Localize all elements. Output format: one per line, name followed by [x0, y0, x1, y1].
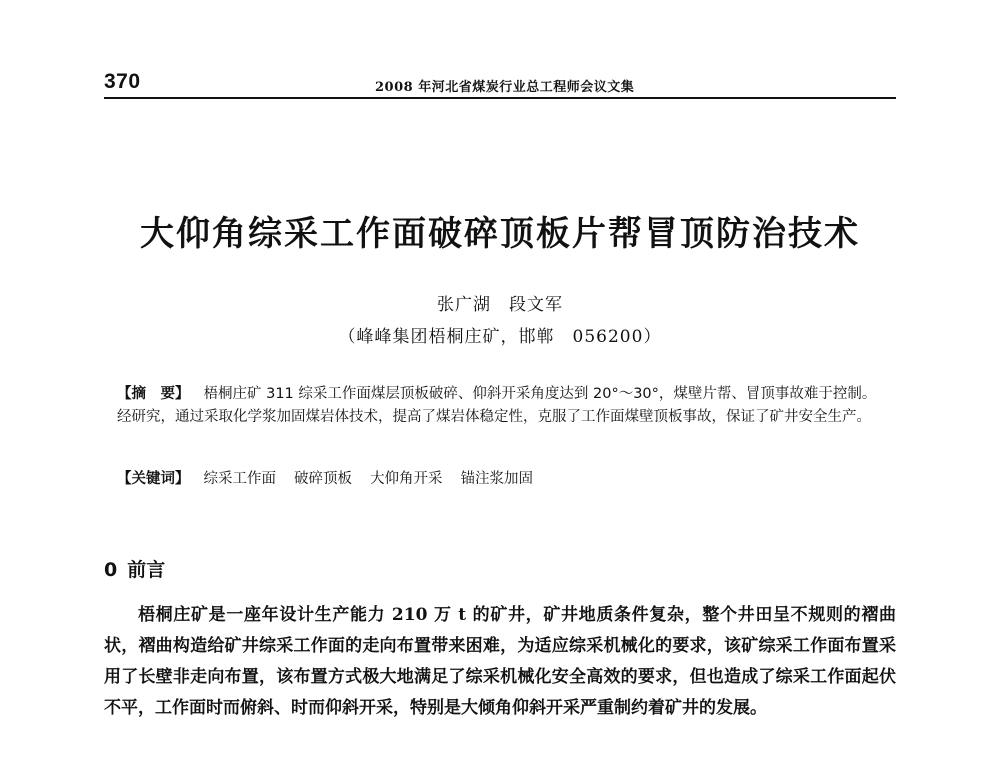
section-heading	[104, 555, 165, 582]
section-paragraph: 梧桐庄矿是一座年设计生产能力 210 万 t 的矿井，矿井地质条件复杂，整个井田呈不规则的褶曲状，褶曲构造给矿井综采工作面的走向布置带来困难，为适应综采机械化的要求，该矿综采工作面布置采用了长壁非走向布置，该布置方式极大地满足了综采机械化安全高效的要求，但也造成了综采工作面起伏不平，工作面时而俯斜、时而仰斜开采，特别是大倾角仰斜开采严重制约着矿井的发展。	[104, 605, 896, 718]
keywords	[117, 468, 877, 491]
article-title: 大仰角综采工作面破碎顶板片帮冒顶防治技术	[140, 214, 860, 254]
section-number: 0	[104, 559, 118, 581]
keyword: 锚注浆加固	[460, 471, 533, 487]
page-number: 370	[104, 70, 141, 93]
keyword: 大仰角开采	[370, 471, 443, 487]
abstract-text: 梧桐庄矿 311 综采工作面煤层顶板破碎、仰斜开采角度达到 20°～30°，煤壁片帮、冒顶事故难于控制。经研究，通过采取化学浆加固煤岩体技术，提高了煤岩体稳定性，克服了工作面煤壁顶板事故，保证了矿井安全生产。	[117, 386, 877, 425]
abstract-label: 【摘 要】	[117, 386, 190, 402]
keyword: 破碎顶板	[294, 471, 352, 487]
running-header: 2008 年河北省煤炭行业总工程师会议文集	[375, 80, 635, 95]
authors	[0, 290, 1000, 315]
affiliation: （峰峰集团梧桐庄矿，邯郸 056200）	[338, 327, 662, 347]
keyword: 综采工作面	[203, 471, 276, 487]
header-rule	[104, 97, 896, 99]
section-title: 前言	[127, 559, 166, 581]
author-name: 段文军	[509, 295, 563, 315]
keywords-label: 【关键词】	[117, 471, 190, 487]
abstract	[117, 383, 877, 429]
author-name: 张广湖	[437, 295, 491, 315]
